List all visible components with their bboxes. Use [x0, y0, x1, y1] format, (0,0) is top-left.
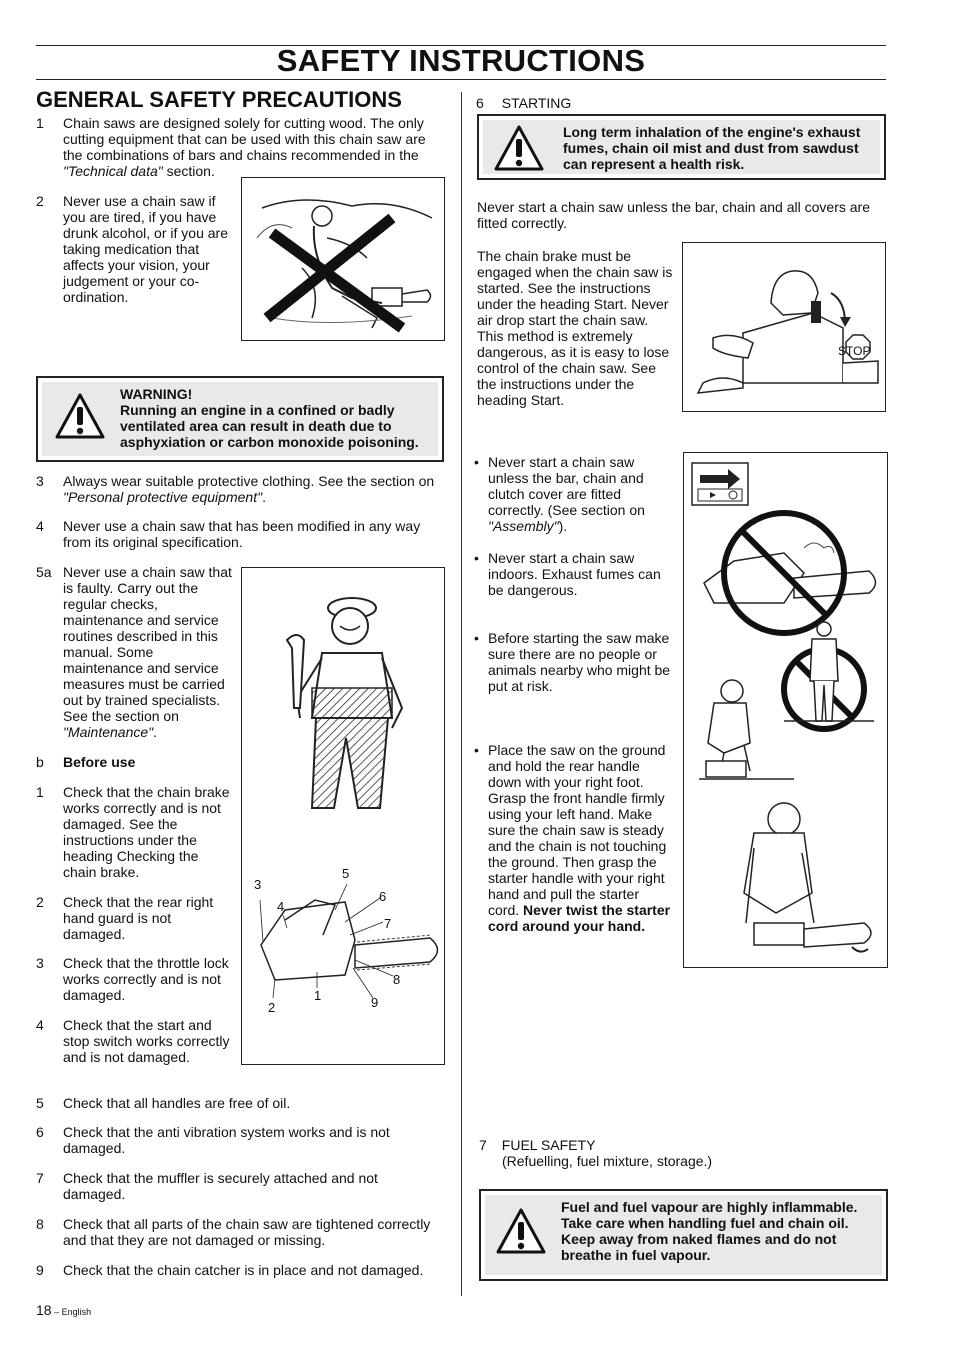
item-number: 3: [36, 473, 44, 489]
bullet-dot-icon: •: [474, 742, 479, 758]
item-text: Chain saws are designed solely for cutting wood. The only cutting equipment that can be used with this chain saw are the combinations of bars and chains recommended in the "Technical data" section.: [63, 115, 426, 179]
tired-operator-illustration: [241, 177, 445, 341]
hand-engaging-brake-icon: [683, 243, 885, 411]
warning-box-confined-area: [36, 376, 444, 462]
saw-label-7: 7: [384, 916, 392, 931]
item-number: b: [36, 754, 44, 770]
page-title: SAFETY INSTRUCTIONS: [276, 43, 646, 78]
bullet-dot-icon: •: [474, 550, 479, 566]
bullet-dot-icon: •: [474, 454, 479, 470]
section-7-heading: 7 FUEL SAFETY: [479, 1137, 596, 1153]
starting-safety-icons: [684, 453, 887, 967]
bullet-dot-icon: •: [474, 630, 479, 646]
column-separator: [461, 92, 462, 1296]
chainsaw-parts-diagram: [245, 880, 445, 1010]
item-text: Always wear suitable protective clothing. See the section on "Personal protective equipment".: [63, 473, 435, 505]
warning-triangle-icon: [495, 1207, 547, 1255]
section-7-subheading: (Refuelling, fuel mixture, storage.): [502, 1153, 713, 1169]
item-number: 2: [36, 193, 44, 209]
saw-label-1: 1: [314, 988, 322, 1003]
saw-label-5: 5: [342, 866, 350, 881]
start-paragraph: Never start a chain saw unless the bar, chain and all covers are fitted correctly.: [477, 199, 870, 231]
title-rule: [36, 79, 886, 80]
warning-text: Fuel and fuel vapour are highly inflammable. Take care when handling fuel and chain oil. Keep away from naked flames and do not breathe in fuel vapour.: [561, 1199, 858, 1263]
crossed-out-tired-person-icon: [242, 178, 444, 340]
warning-triangle-icon: [493, 124, 545, 172]
item-text: Never use a chain saw if you are tired, if you have drunk alcohol, or if you are taking medication that affects your vision, your judgement or your co-ordination.: [63, 193, 228, 305]
saw-label-6: 6: [379, 889, 387, 904]
saw-label-8: 8: [393, 972, 401, 987]
warning-text: WARNING! Running an engine in a confined or badly ventilated area can result in death due to asphyxiation or carbon monoxide poisoning.: [120, 386, 419, 450]
item-text: Before use: [63, 754, 136, 770]
item-number: 4: [36, 518, 44, 534]
warning-triangle-icon: [54, 392, 106, 440]
page-number: 18: [36, 1302, 52, 1318]
item-number: 5a: [36, 564, 52, 580]
warning-text: Long term inhalation of the engine's exhaust fumes, chain oil mist and dust from sawdust can represent a health risk.: [563, 124, 861, 172]
chain-brake-illustration: [682, 242, 886, 412]
chain-brake-paragraph: The chain brake must be engaged when the chain saw is started. See the instructions under the heading Start. Never air drop start the chain saw. This method is extremely dangerous, as it is easy to lose control of the chain saw. See the instructions under the heading Start.: [477, 248, 673, 408]
page-footer: [36, 1302, 91, 1320]
saw-label-4: 4: [277, 899, 285, 914]
saw-label-3: 3: [254, 877, 262, 892]
footer-language: – English: [51, 1307, 92, 1317]
item-text: Never use a chain saw that has been modified in any way from its original specification.: [63, 518, 421, 550]
section-heading: GENERAL SAFETY PRECAUTIONS: [36, 87, 402, 112]
starting-illustrations: [683, 452, 888, 968]
warning-box-fuel: [479, 1189, 888, 1281]
item-text: Never use a chain saw that is faulty. Carry out the regular checks, maintenance and service routines described in this manual. Some maintenance and service measures must be carried out by trained specialists. See the section on "Maintenance".: [63, 564, 232, 740]
saw-label-2: 2: [268, 1000, 276, 1015]
stop-sign-label: STOP: [838, 344, 871, 358]
item-number: 1: [36, 115, 44, 131]
saw-label-9: 9: [371, 995, 379, 1010]
warning-box-exhaust: [477, 114, 886, 180]
section-6-heading: 6 STARTING: [476, 95, 572, 111]
